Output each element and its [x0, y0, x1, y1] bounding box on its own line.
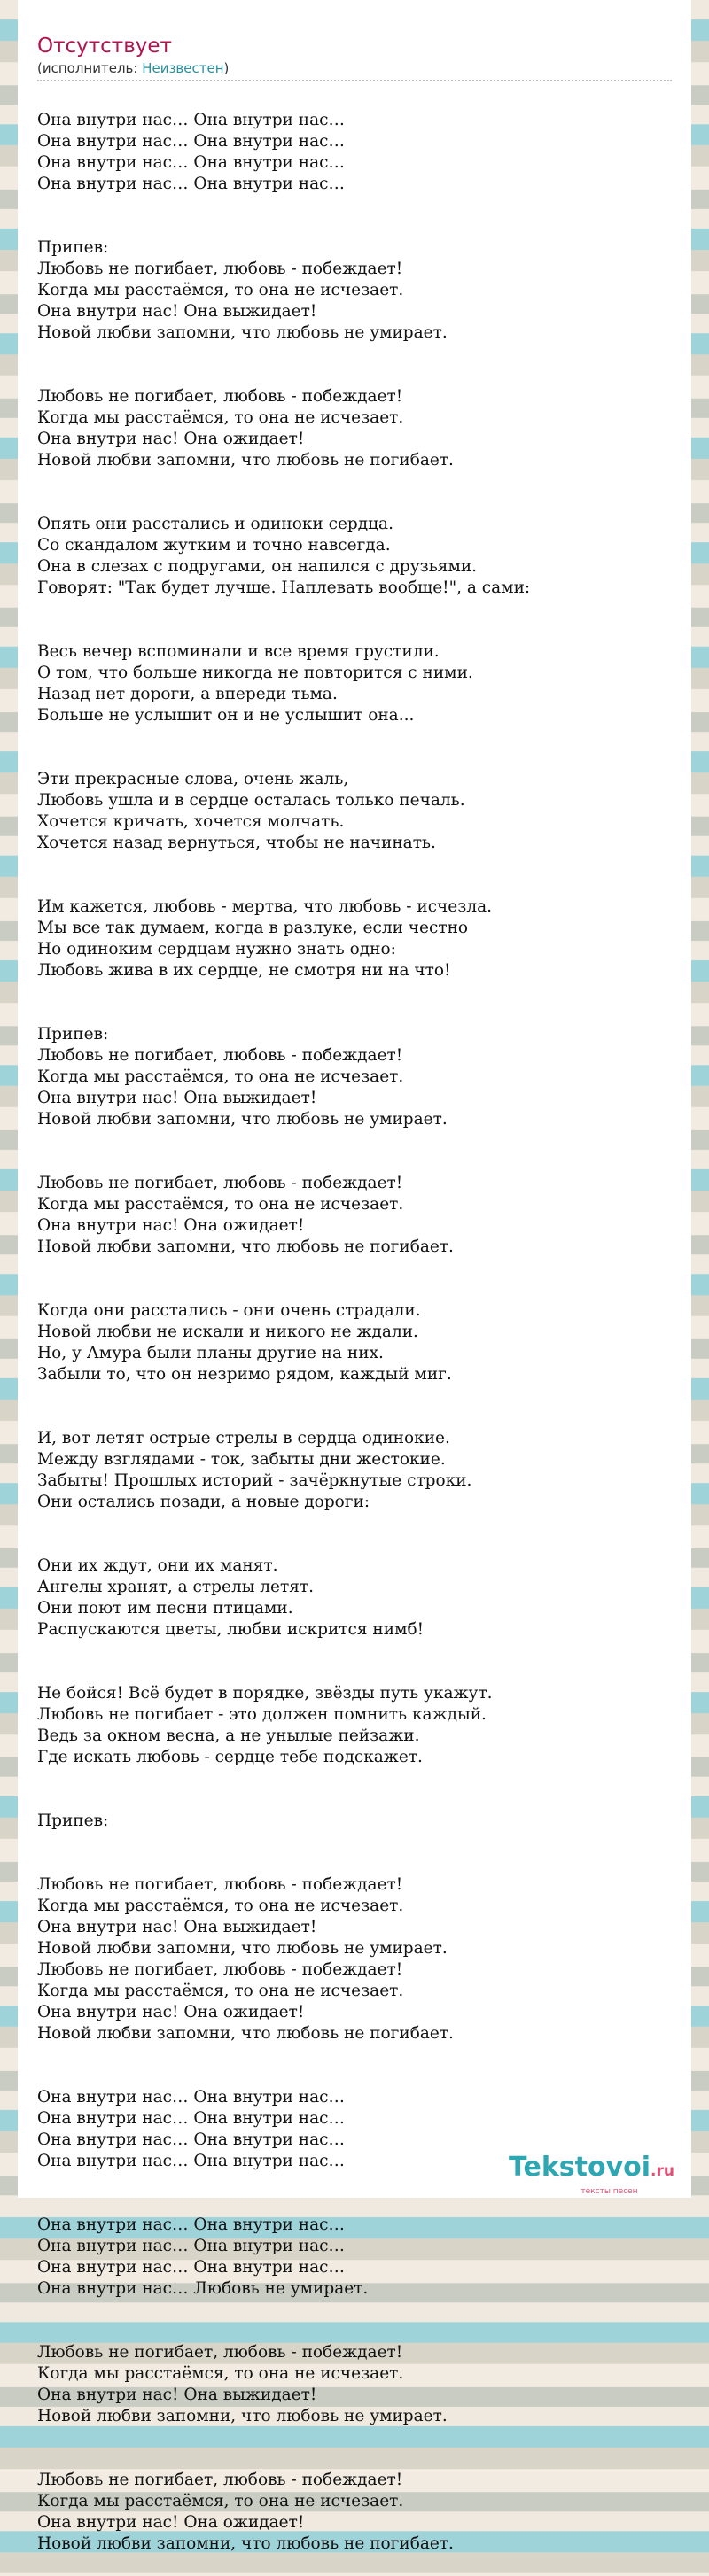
header-divider	[37, 80, 672, 81]
lyrics-stanza: Весь вечер вспоминали и все время грустили. О том, что больше никогда не повторится с ними. Назад нет дороги, а впереди тьма. Больше не услышит он и не услышит она...	[37, 642, 473, 725]
lyrics-stanza: Любовь не погибает, любовь - побеждает! Когда мы расстаёмся, то она не исчезает. Она внутри нас! Она выжидает! Новой любви запомни, что любовь не умирает. Любовь не погибает, любовь - побеждает! Когда мы расстаёмся, то она не исчезает. Она внутри нас! Она ожидает! Новой любви запомни, что любовь не погибает.	[37, 1875, 454, 2043]
lyrics-stanza: Припев: Любовь не погибает, любовь - побеждает! Когда мы расстаёмся, то она не исчезает. Она внутри нас! Она выжидает! Новой любви запомни, что любовь не умирает.	[37, 238, 448, 342]
lyrics-stanza: Любовь не погибает, любовь - побеждает! Когда мы расстаёмся, то она не исчезает. Она внутри нас! Она ожидает! Новой любви запомни, что любовь не погибает.	[37, 387, 454, 469]
logo-wordmark	[496, 2152, 687, 2187]
lyrics-stanza: Припев: Любовь не погибает, любовь - побеждает! Когда мы расстаёмся, то она не исчезает. Она внутри нас! Она выжидает! Новой любви запомни, что любовь не умирает.	[37, 1025, 448, 1129]
logo-tld: .ru	[651, 2162, 674, 2180]
lyrics-stanza: Эти прекрасные слова, очень жаль, Любовь ушла и в сердце осталась только печаль. Хочется кричать, хочется молчать. Хочется назад вернуться, чтобы не начинать.	[37, 770, 465, 852]
lyrics-stanza: И, вот летят острые стрелы в сердца одинокие. Между взглядами - ток, забыты дни жестокие. Забыты! Прошлых историй - зачёркнутые строки. Они остались позади, а новые дороги:	[37, 1429, 472, 1511]
lyrics-stanza: Они их ждут, они их манят. Ангелы хранят, а стрелы летят. Они поют им песни птицами. Распускаются цветы, любви искрится нимб!	[37, 1556, 425, 1639]
lyrics-stanza: Не бойся! Всё будет в порядке, звёзды путь укажут. Любовь не погибает - это должен помнить каждый. Ведь за окном весна, а не унылые пейзажи. Где искать любовь - сердце тебе подскажет.	[37, 1684, 493, 1766]
lyrics-stanza: Она внутри нас… Она внутри нас… Она внутри нас… Она внутри нас… Она внутри нас… Она внутри нас… Она внутри нас… Она внутри нас…	[37, 111, 345, 193]
lyrics-stanza: Им кажется, любовь - мертва, что любовь - исчезла. Мы все так думаем, когда в разлуке, если честно Но одиноким сердцам нужно знать одно: Любовь жива в их сердце, не смотря ни на что!	[37, 897, 492, 980]
lyrics-stanza: Опять они расстались и одиноки сердца. Со скандалом жутким и точно навсегда. Она в слезах с подругами, он напился с друзьями. Говорят: "Так будет лучше. Наплевать вообще!", а сами:	[37, 515, 531, 597]
artist-link[interactable]: Неизвестен	[142, 60, 224, 76]
song-title: Отсутствует	[37, 35, 172, 58]
lyrics-stanza: Любовь не погибает, любовь - побеждает! Когда мы расстаёмся, то она не исчезает. Она внутри нас! Она ожидает! Новой любви запомни, что любовь не погибает.	[37, 2471, 454, 2553]
lyrics-stanza: Припев:	[37, 1812, 109, 1830]
lyrics-stanza: Когда они расстались - они очень страдали. Новой любви не искали и никого не ждали. Но, у Амура были планы другие на них. Забыли то, что он незримо рядом, каждый миг.	[37, 1301, 452, 1384]
lyrics-body	[37, 89, 672, 2576]
lyrics-stanza: Она внутри нас… Она внутри нас… Она внутри нас… Она внутри нас… Она внутри нас… Она внутри нас… Она внутри нас… Она внутри нас…	[37, 2088, 345, 2170]
logo-name: Tekstovoi	[509, 2152, 651, 2183]
lyrics-stanza: Любовь не погибает, любовь - побеждает! Когда мы расстаёмся, то она не исчезает. Она внутри нас! Она выжидает! Новой любви запомни, что любовь не умирает.	[37, 2343, 448, 2425]
lyrics-stanza: Любовь не погибает, любовь - побеждает! Когда мы расстаёмся, то она не исчезает. Она внутри нас! Она ожидает! Новой любви запомни, что любовь не погибает.	[37, 1174, 454, 1256]
song-header	[37, 34, 672, 77]
site-logo[interactable]	[496, 2148, 687, 2198]
artist-prefix: (исполнитель:	[37, 60, 143, 76]
artist-suffix: )	[223, 60, 230, 76]
artist-line	[37, 59, 672, 77]
lyrics-stanza: Она внутри нас… Она внутри нас… Она внутри нас… Она внутри нас… Она внутри нас… Она внутри нас… Она внутри нас… Любовь не умирает.	[37, 2215, 369, 2298]
logo-tagline: тексты песен	[580, 2187, 638, 2196]
